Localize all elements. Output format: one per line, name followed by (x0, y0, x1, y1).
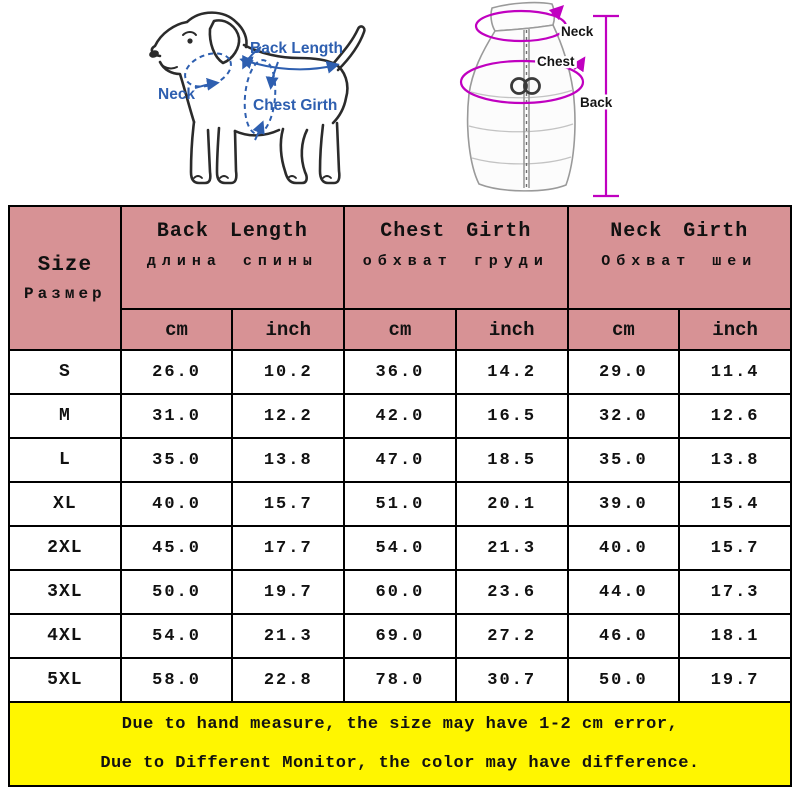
table-row-2xl (9, 526, 791, 570)
back-length-header-ru: длина спины (146, 253, 318, 270)
value-cell: 36.0 (344, 350, 456, 394)
value-cell: 15.4 (679, 482, 791, 526)
value-cell: 12.2 (232, 394, 344, 438)
table-row-xl (9, 482, 791, 526)
size-cell: 5XL (9, 658, 121, 702)
value-cell: 10.2 (232, 350, 344, 394)
size-column-header (9, 206, 121, 350)
value-cell: 78.0 (344, 658, 456, 702)
value-cell: 11.4 (679, 350, 791, 394)
disclaimer-line-1: Due to hand measure, the size may have 1-2 cm error, (121, 715, 679, 734)
table-row-5xl (9, 658, 791, 702)
value-cell: 30.7 (456, 658, 568, 702)
neck-label: Neck (158, 86, 196, 103)
value-cell: 27.2 (456, 614, 568, 658)
value-cell: 20.1 (456, 482, 568, 526)
unit-header-row (9, 309, 791, 350)
value-cell: 39.0 (568, 482, 680, 526)
size-table (8, 205, 792, 703)
chest-girth-column-header (344, 206, 567, 309)
value-cell: 58.0 (121, 658, 233, 702)
disclaimer-line-2: Due to Different Monitor, the color may have difference. (100, 754, 700, 773)
value-cell: 45.0 (121, 526, 233, 570)
value-cell: 19.7 (232, 570, 344, 614)
chest-girth-header-en: Chest Girth (380, 220, 532, 243)
unit-cm-header: cm (344, 309, 456, 350)
value-cell: 44.0 (568, 570, 680, 614)
value-cell: 17.3 (679, 570, 791, 614)
value-cell: 15.7 (679, 526, 791, 570)
value-cell: 50.0 (568, 658, 680, 702)
value-cell: 46.0 (568, 614, 680, 658)
size-chart-sheet (8, 205, 792, 787)
value-cell: 19.7 (679, 658, 791, 702)
unit-inch-header: inch (456, 309, 568, 350)
size-cell: XL (9, 482, 121, 526)
value-cell: 21.3 (456, 526, 568, 570)
dog-measure-marks (180, 47, 336, 140)
value-cell: 40.0 (568, 526, 680, 570)
neck-girth-header-en: Neck Girth (610, 220, 749, 243)
table-header-row (9, 206, 791, 309)
table-row-s (9, 350, 791, 394)
size-label-en: Size (37, 253, 93, 277)
value-cell: 69.0 (344, 614, 456, 658)
vest-diagram (440, 0, 680, 205)
value-cell: 16.5 (456, 394, 568, 438)
vest-back-label: Back (580, 95, 613, 110)
back-length-column-header (121, 206, 344, 309)
value-cell: 21.3 (232, 614, 344, 658)
chest-girth-label: Chest Girth (253, 97, 338, 114)
value-cell: 23.6 (456, 570, 568, 614)
value-cell: 35.0 (568, 438, 680, 482)
value-cell: 17.7 (232, 526, 344, 570)
value-cell: 32.0 (568, 394, 680, 438)
value-cell: 51.0 (344, 482, 456, 526)
value-cell: 13.8 (679, 438, 791, 482)
unit-cm-header: cm (568, 309, 680, 350)
value-cell: 18.1 (679, 614, 791, 658)
vest-outline (468, 3, 575, 191)
value-cell: 54.0 (121, 614, 233, 658)
illustrations-band (0, 0, 800, 205)
value-cell: 47.0 (344, 438, 456, 482)
size-cell: M (9, 394, 121, 438)
neck-girth-column-header (568, 206, 791, 309)
dog-diagram (128, 0, 380, 205)
size-cell: 3XL (9, 570, 121, 614)
size-cell: L (9, 438, 121, 482)
back-length-label: Back Length (250, 40, 344, 57)
value-cell: 54.0 (344, 526, 456, 570)
size-cell: 4XL (9, 614, 121, 658)
back-length-header-en: Back Length (156, 220, 308, 243)
disclaimer-banner (8, 703, 792, 787)
unit-inch-header: inch (679, 309, 791, 350)
value-cell: 35.0 (121, 438, 233, 482)
value-cell: 29.0 (568, 350, 680, 394)
value-cell: 26.0 (121, 350, 233, 394)
vest-chest-label: Chest (537, 54, 575, 69)
table-row-4xl (9, 614, 791, 658)
chest-girth-header-ru: обхват груди (362, 253, 549, 270)
value-cell: 40.0 (121, 482, 233, 526)
value-cell: 22.8 (232, 658, 344, 702)
neck-girth-header-ru: Обхват шеи (601, 253, 758, 270)
value-cell: 15.7 (232, 482, 344, 526)
value-cell: 42.0 (344, 394, 456, 438)
value-cell: 31.0 (121, 394, 233, 438)
unit-cm-header: cm (121, 309, 233, 350)
value-cell: 12.6 (679, 394, 791, 438)
table-row-3xl (9, 570, 791, 614)
table-row-m (9, 394, 791, 438)
size-label-ru: Размер (24, 284, 106, 303)
value-cell: 14.2 (456, 350, 568, 394)
unit-inch-header: inch (232, 309, 344, 350)
size-cell: 2XL (9, 526, 121, 570)
value-cell: 13.8 (232, 438, 344, 482)
table-row-l (9, 438, 791, 482)
value-cell: 18.5 (456, 438, 568, 482)
value-cell: 60.0 (344, 570, 456, 614)
vest-neck-label: Neck (561, 24, 594, 39)
value-cell: 50.0 (121, 570, 233, 614)
size-cell: S (9, 350, 121, 394)
